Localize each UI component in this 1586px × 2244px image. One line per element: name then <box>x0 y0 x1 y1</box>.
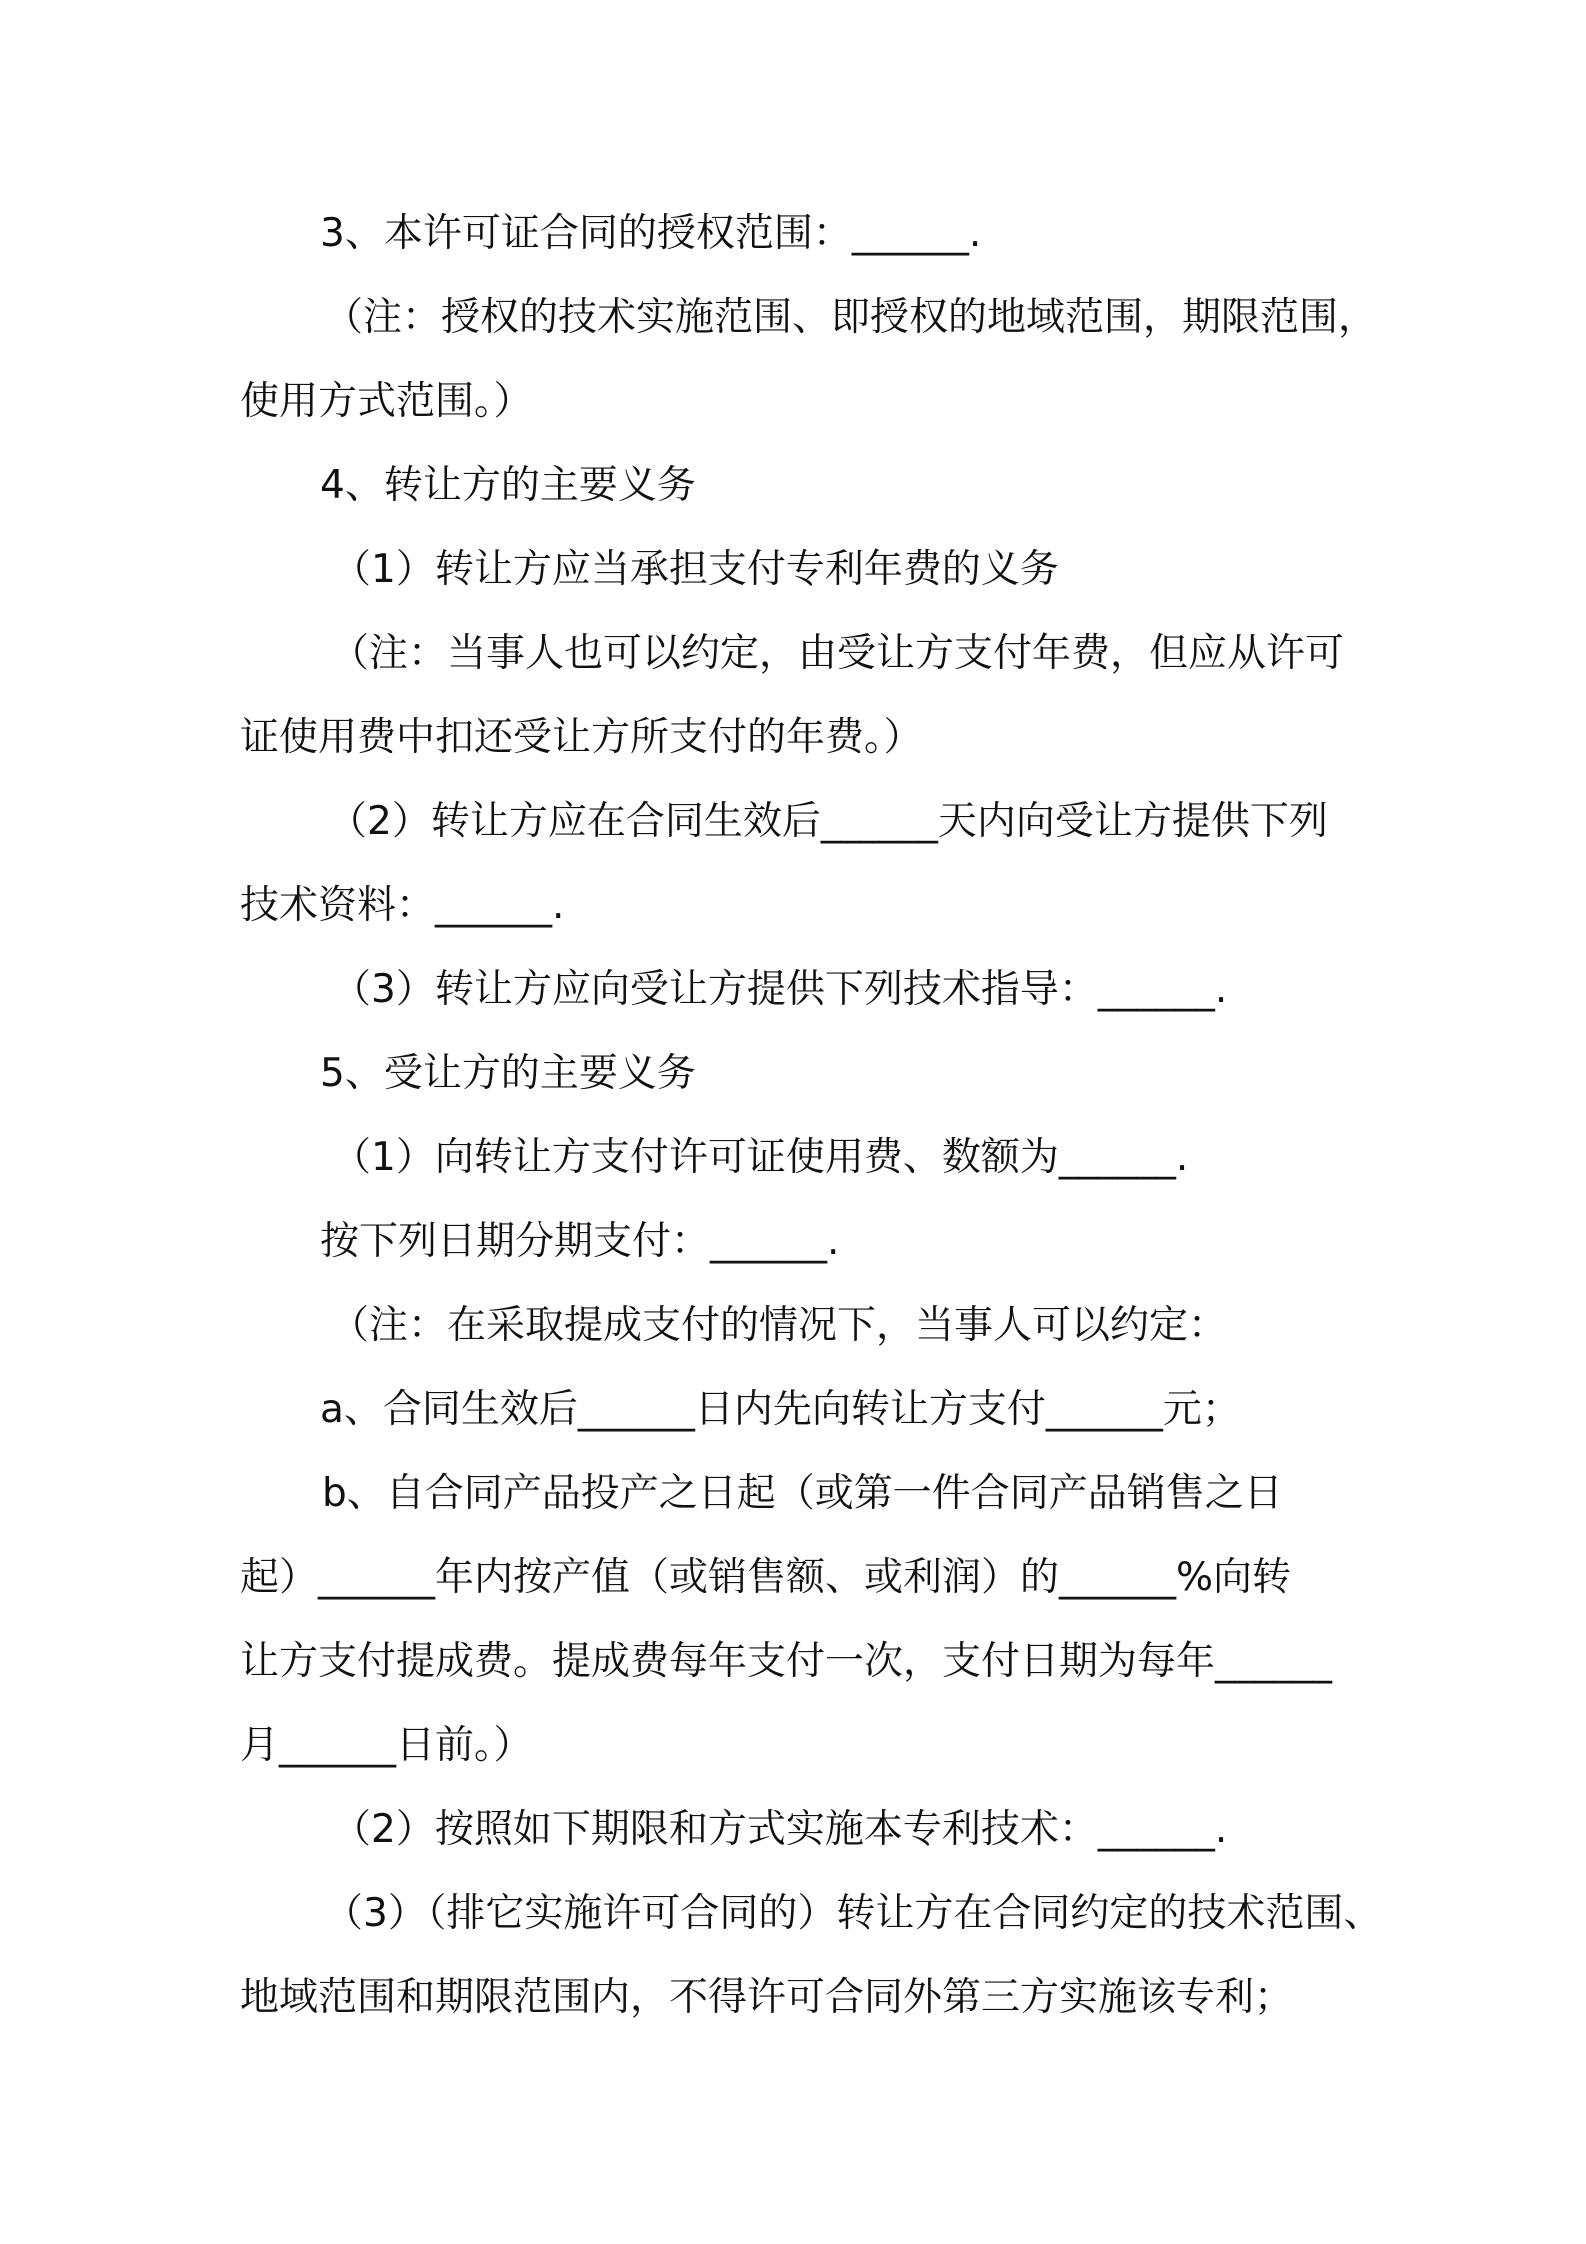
clause-5-heading: 5、受让方的主要义务 <box>320 1051 696 1096</box>
note-authorization-scope: （注：授权的技术实施范围、即授权的地域范围，期限范围， <box>324 295 1378 340</box>
note-royalty-b-cont-2: 让方支付提成费。提成费每年支付一次，支付日期为每年______ <box>240 1639 1333 1684</box>
clause-4-2-cont: 技术资料：______. <box>240 883 565 928</box>
clause-4-1: （1）转让方应当承担支付专利年费的义务 <box>332 547 1059 592</box>
note-authorization-scope-cont: 使用方式范围。） <box>240 379 533 424</box>
note-royalty-b-cont-3: 月______日前。） <box>240 1723 533 1768</box>
note-royalty-b: b、自合同产品投产之日起（或第一件合同产品销售之日 <box>322 1471 1283 1516</box>
note-annual-fee: （注：当事人也可以约定，由受让方支付年费，但应从许可 <box>330 631 1345 676</box>
note-royalty: （注：在采取提成支付的情况下，当事人可以约定： <box>330 1303 1228 1348</box>
clause-5-1-installments: 按下列日期分期支付：______. <box>320 1219 840 1264</box>
clause-4-heading: 4、转让方的主要义务 <box>320 463 696 508</box>
note-royalty-a: a、合同生效后______日内先向转让方支付______元； <box>320 1387 1241 1432</box>
clause-4-3: （3）转让方应向受让方提供下列技术指导：______. <box>332 967 1228 1012</box>
clause-5-1: （1）向转让方支付许可证使用费、数额为______. <box>332 1135 1189 1180</box>
note-royalty-b-cont-1: 起）______年内按产值（或销售额、或利润）的______%向转 <box>240 1555 1292 1600</box>
clause-4-2: （2）转让方应在合同生效后______天内向受让方提供下列 <box>328 799 1328 844</box>
note-annual-fee-cont: 证使用费中扣还受让方所支付的年费。） <box>240 715 923 760</box>
clause-5-2: （2）按照如下期限和方式实施本专利技术：______. <box>332 1807 1228 1852</box>
clause-5-3-cont: 地域范围和期限范围内，不得许可合同外第三方实施该专利； <box>240 1975 1294 2020</box>
document-body <box>240 192 1383 2040</box>
clause-5-3: （3）（排它实施许可合同的）转让方在合同约定的技术范围、 <box>324 1891 1383 1936</box>
clause-3-authorization-scope: 3、本许可证合同的授权范围：______. <box>320 211 982 256</box>
